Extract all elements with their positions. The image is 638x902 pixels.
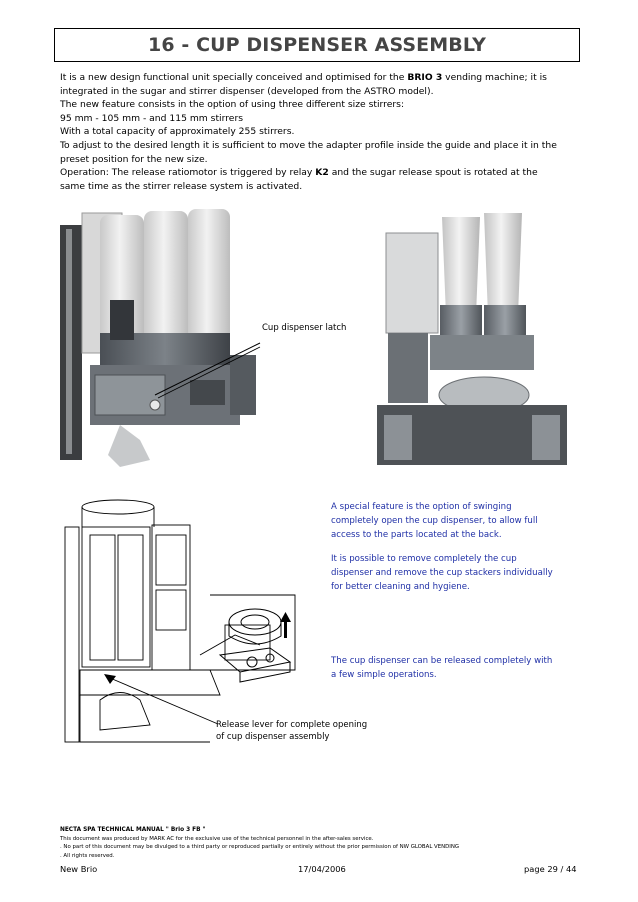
callout-line: of cup dispenser assembly	[216, 732, 330, 742]
note-line: It is possible to remove completely the cup	[331, 554, 517, 564]
note-line: access to the parts located at the back.	[331, 530, 502, 540]
intro-line: 95 mm - 105 mm - and 115 mm stirrers	[60, 112, 244, 124]
page-title: 16 - CUP DISPENSER ASSEMBLY	[148, 34, 486, 56]
footer-line: This document was produced by MARK AC for the exclusive use of the technical personnel in the after-sales service.	[60, 835, 374, 842]
note-line: A special feature is the option of swinging	[331, 502, 512, 512]
footer-heading: NECTA SPA TECHNICAL MANUAL " Brio 3 FB "	[60, 827, 206, 833]
section-title-box	[54, 28, 580, 62]
intro-text	[60, 71, 580, 193]
intro-line: integrated in the sugar and stirrer dispenser (developed from the ASTRO model).	[60, 85, 434, 97]
footer-date: 17/04/2006	[298, 864, 346, 874]
note-remove-stackers	[331, 552, 553, 594]
intro-line: same time as the stirrer release system is activated.	[60, 180, 303, 192]
intro-text-run: and the sugar release spout is rotated at the	[328, 167, 538, 179]
latch-pointer-line	[150, 325, 270, 405]
intro-line	[60, 166, 580, 180]
note-line: a few simple operations.	[331, 670, 437, 680]
note-line: The cup dispenser can be released completely with	[331, 656, 553, 666]
intro-line: To adjust to the desired length it is sufficient to move the adapter profile inside the guide and place it in the	[60, 139, 557, 151]
note-swing-open	[331, 500, 538, 542]
footer-page-number: page 29 / 44	[524, 864, 577, 874]
photo-dispenser-front	[372, 205, 572, 470]
latch-callout: Cup dispenser latch	[262, 323, 347, 333]
footer-notice	[60, 826, 459, 860]
footer-line: . All rights reserved.	[60, 852, 115, 859]
note-line: completely open the cup dispenser, to allow full	[331, 516, 538, 526]
intro-text-run: vending machine; it is	[442, 72, 547, 83]
intro-line: With a total capacity of approximately 255 stirrers.	[60, 126, 295, 138]
intro-line	[60, 71, 580, 85]
intro-text-run: Operation: The release ratiomotor is triggered by relay	[60, 167, 316, 179]
note-line: for better cleaning and hygiene.	[331, 582, 470, 592]
footer-doc-name: New Brio	[60, 864, 98, 874]
model-name: BRIO 3	[407, 72, 443, 83]
callout-line: Release lever for complete opening	[216, 720, 368, 730]
lever-callout	[216, 719, 367, 743]
relay-name: K2	[315, 167, 329, 179]
note-line: dispenser and remove the cup stackers individually	[331, 568, 553, 578]
intro-text-run: It is a new design functional unit specially conceived and optimised for the	[60, 72, 408, 83]
lever-pointer-line	[100, 670, 220, 730]
note-release	[331, 654, 552, 682]
intro-line: The new feature consists in the option of using three different size stirrers:	[60, 99, 405, 111]
intro-line: preset position for the new size.	[60, 153, 208, 165]
footer-line: . No part of this document may be divulged to a third party or reproduced partially or entirely without the prior permission of NW GLOBAL VENDING	[60, 844, 460, 850]
